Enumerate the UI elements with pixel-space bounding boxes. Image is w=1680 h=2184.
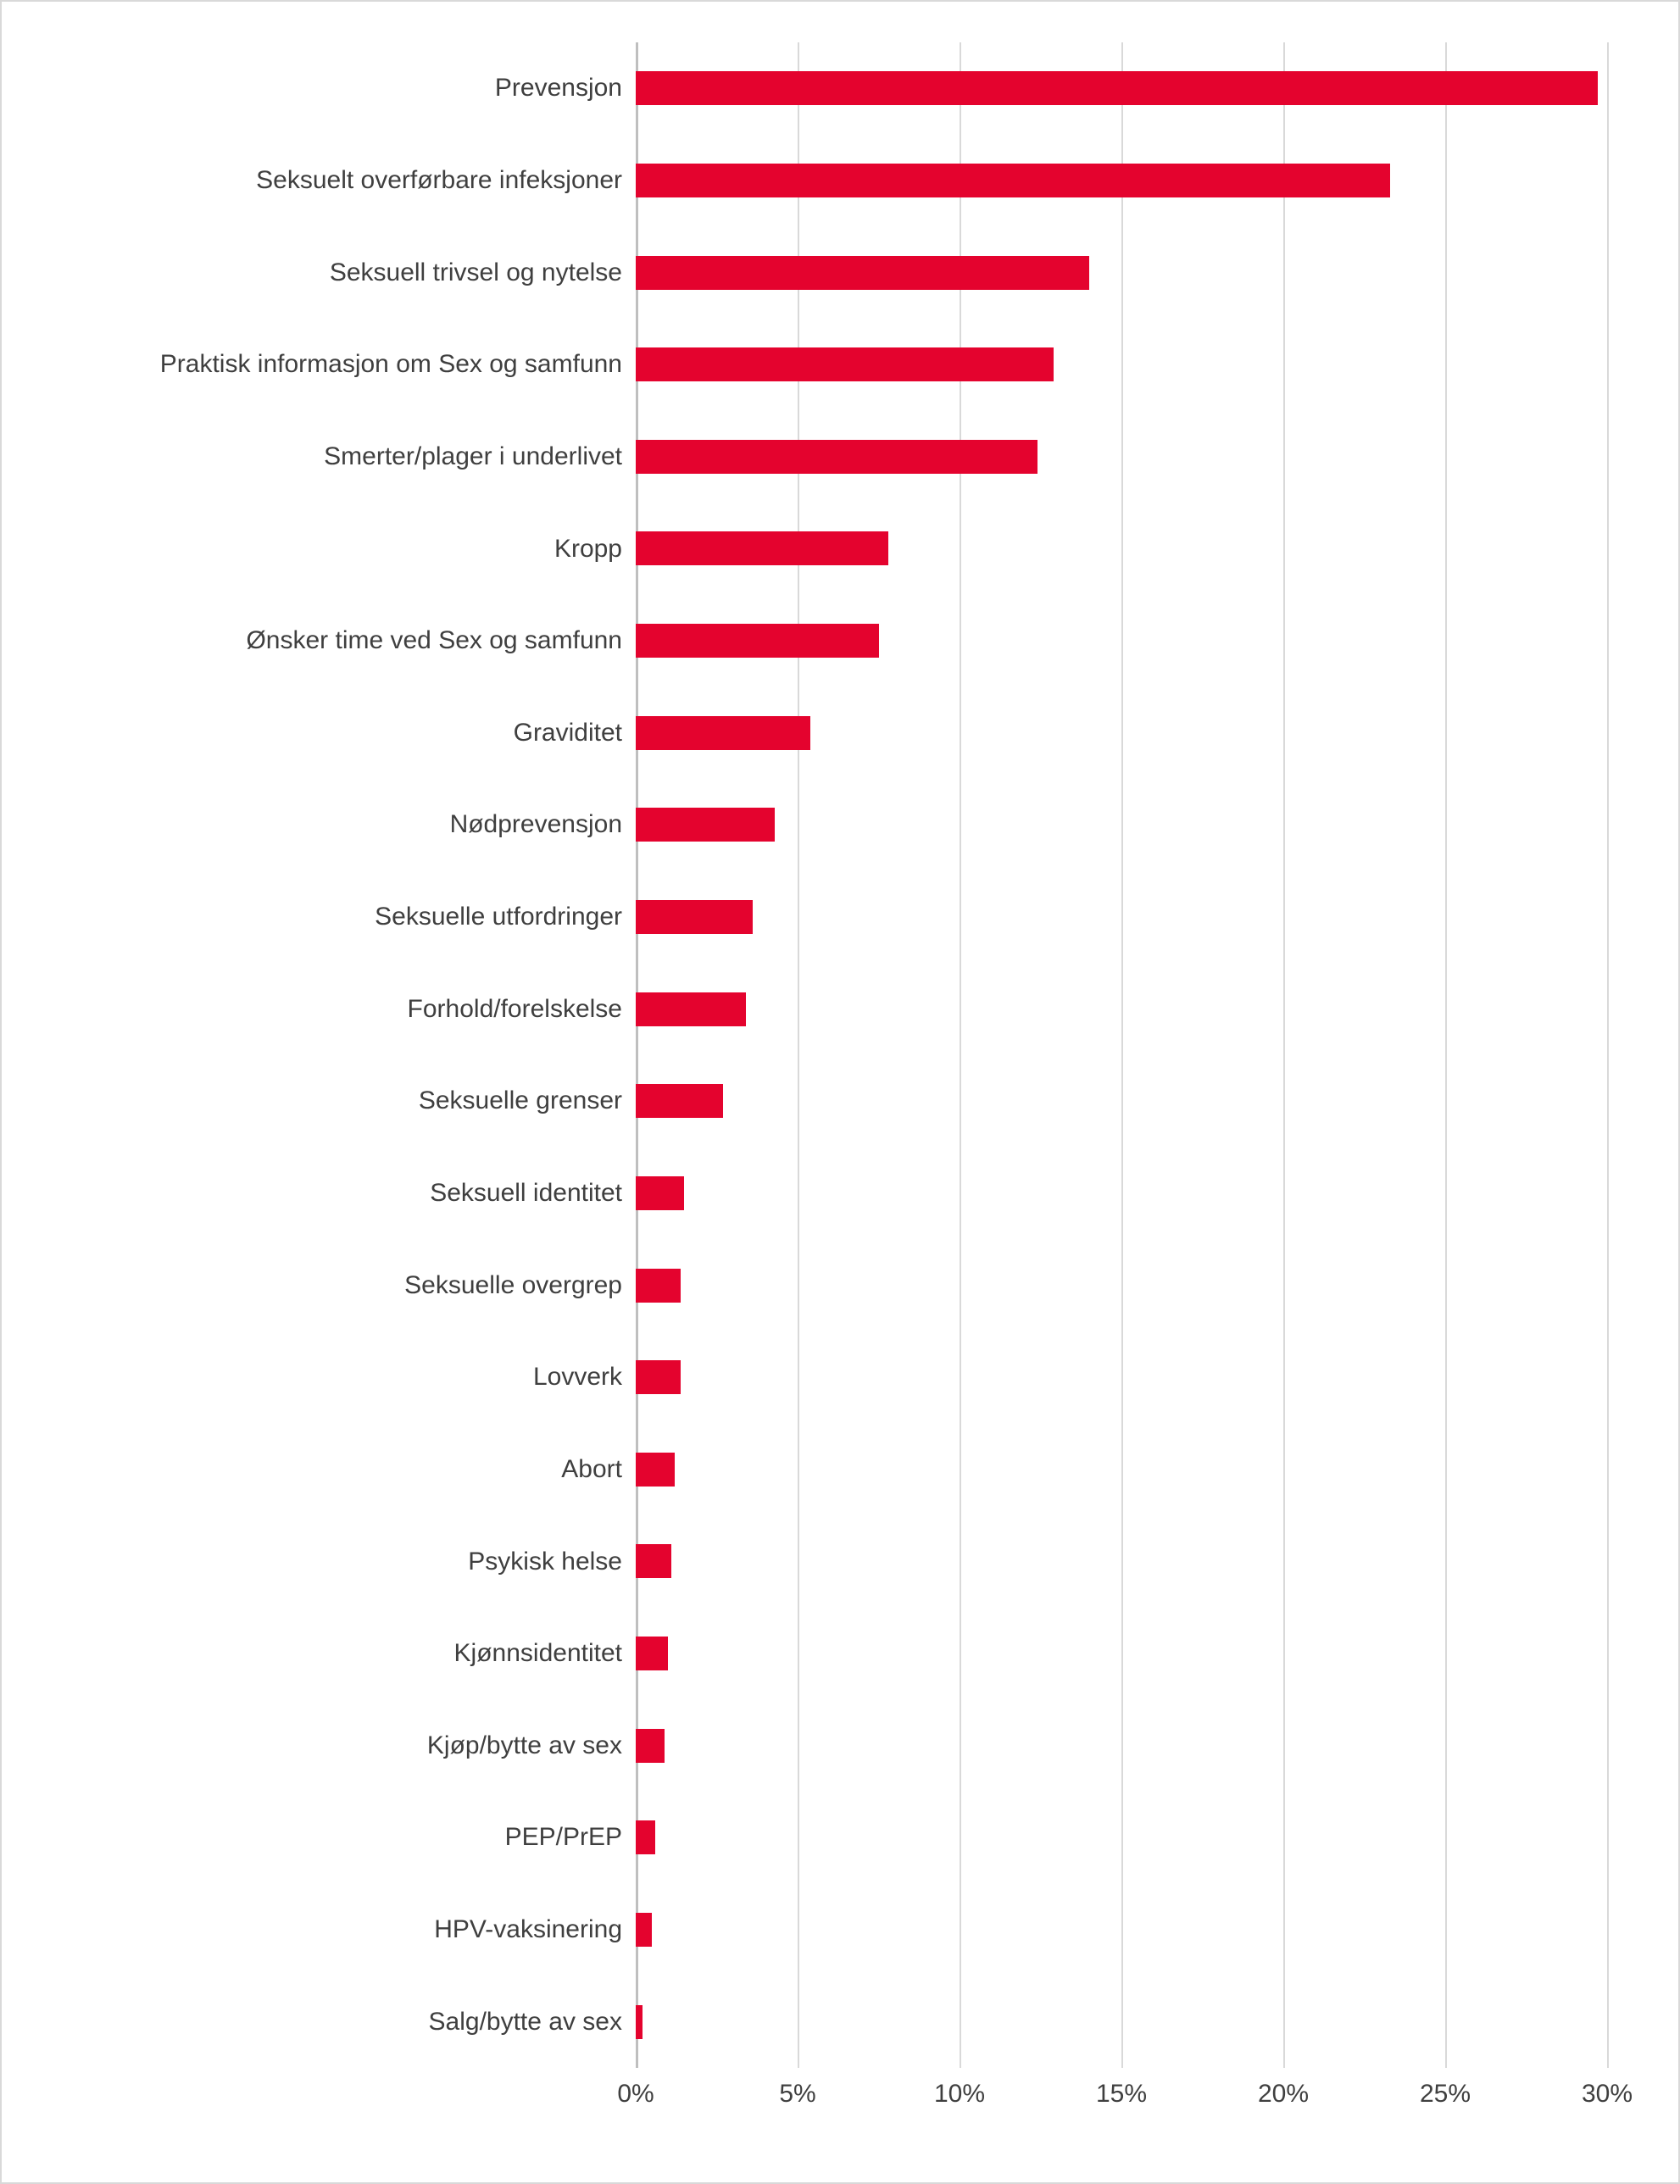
bar-row xyxy=(636,1515,1607,1608)
category-label: Lovverk xyxy=(532,1363,622,1392)
gridline xyxy=(1607,42,1609,2068)
bar-row xyxy=(636,1884,1607,1976)
category-label: Smerter/plager i underlivet xyxy=(324,442,622,470)
bar-row xyxy=(636,226,1607,319)
bar[interactable] xyxy=(636,808,775,842)
bar[interactable] xyxy=(636,1637,668,1670)
category-label: Nødprevensjon xyxy=(449,810,622,839)
tick-label: 10% xyxy=(933,2080,986,2108)
value-axis-tick-labels xyxy=(617,2080,1633,2114)
category-label: HPV-vaksinering xyxy=(434,1915,622,1944)
bar-row xyxy=(636,1239,1607,1331)
category-label: Praktisk informasjon om Sex og samfunn xyxy=(159,350,622,379)
bar[interactable] xyxy=(636,716,810,750)
bar-row xyxy=(636,963,1607,1055)
bar[interactable] xyxy=(636,1269,681,1303)
bar-row xyxy=(636,1976,1607,2068)
bar-row xyxy=(636,1424,1607,1516)
category-label: Kropp xyxy=(554,534,622,563)
bar-row xyxy=(636,1055,1607,1148)
category-label: Kjønnsidentitet xyxy=(453,1639,622,1668)
bar[interactable] xyxy=(636,1544,671,1578)
bar[interactable] xyxy=(636,624,879,658)
bar-row xyxy=(636,686,1607,779)
category-label: Seksuelt overførbare infeksjoner xyxy=(256,165,622,194)
bar[interactable] xyxy=(636,1453,675,1487)
bar[interactable] xyxy=(636,347,1054,381)
bar[interactable] xyxy=(636,1913,652,1947)
category-label: PEP/PrEP xyxy=(504,1823,622,1852)
bar-row xyxy=(636,1699,1607,1792)
bar-row xyxy=(636,135,1607,227)
category-label: Prevensjon xyxy=(494,74,622,103)
horizontal-bar-chart xyxy=(2,2,1680,2184)
tick-label: 0% xyxy=(617,2080,654,2108)
bar-rows xyxy=(636,42,1607,2068)
bar[interactable] xyxy=(636,164,1390,197)
tick-label: 15% xyxy=(1095,2080,1148,2108)
category-label: Seksuelle grenser xyxy=(418,1086,622,1115)
category-label: Forhold/forelskelse xyxy=(407,994,622,1023)
category-label: Psykisk helse xyxy=(468,1547,622,1575)
bar[interactable] xyxy=(636,440,1037,474)
tick-label: 25% xyxy=(1419,2080,1471,2108)
tick-label: 30% xyxy=(1581,2080,1633,2108)
bar[interactable] xyxy=(636,1729,665,1763)
bar[interactable] xyxy=(636,1084,723,1118)
bar[interactable] xyxy=(636,1176,684,1210)
bar[interactable] xyxy=(636,992,746,1026)
category-label: Graviditet xyxy=(513,718,622,747)
bar[interactable] xyxy=(636,71,1598,105)
bar-row xyxy=(636,1792,1607,1884)
category-label: Salg/bytte av sex xyxy=(428,2007,622,2036)
category-label: Seksuell identitet xyxy=(430,1178,622,1207)
bar-row xyxy=(636,871,1607,964)
category-label: Seksuell trivsel og nytelse xyxy=(329,258,622,286)
category-label: Kjøp/bytte av sex xyxy=(426,1731,622,1759)
bar[interactable] xyxy=(636,1820,655,1854)
bar[interactable] xyxy=(636,256,1089,290)
bar-row xyxy=(636,1331,1607,1424)
bar-row xyxy=(636,1148,1607,1240)
bar[interactable] xyxy=(636,900,753,934)
bar-row xyxy=(636,42,1607,135)
bar[interactable] xyxy=(636,1360,681,1394)
tick-label: 20% xyxy=(1257,2080,1310,2108)
tick-label: 5% xyxy=(779,2080,816,2108)
category-label: Abort xyxy=(561,1454,622,1483)
bar[interactable] xyxy=(636,2005,643,2039)
bar-row xyxy=(636,595,1607,687)
bar-row xyxy=(636,1608,1607,1700)
bar[interactable] xyxy=(636,531,888,565)
bar-row xyxy=(636,319,1607,411)
plot-area xyxy=(636,42,1607,2068)
category-label: Ønsker time ved Sex og samfunn xyxy=(246,626,622,655)
category-label: Seksuelle overgrep xyxy=(404,1270,622,1299)
bar-row xyxy=(636,411,1607,503)
bar-row xyxy=(636,779,1607,871)
bar-row xyxy=(636,503,1607,595)
category-label: Seksuelle utfordringer xyxy=(375,903,622,931)
